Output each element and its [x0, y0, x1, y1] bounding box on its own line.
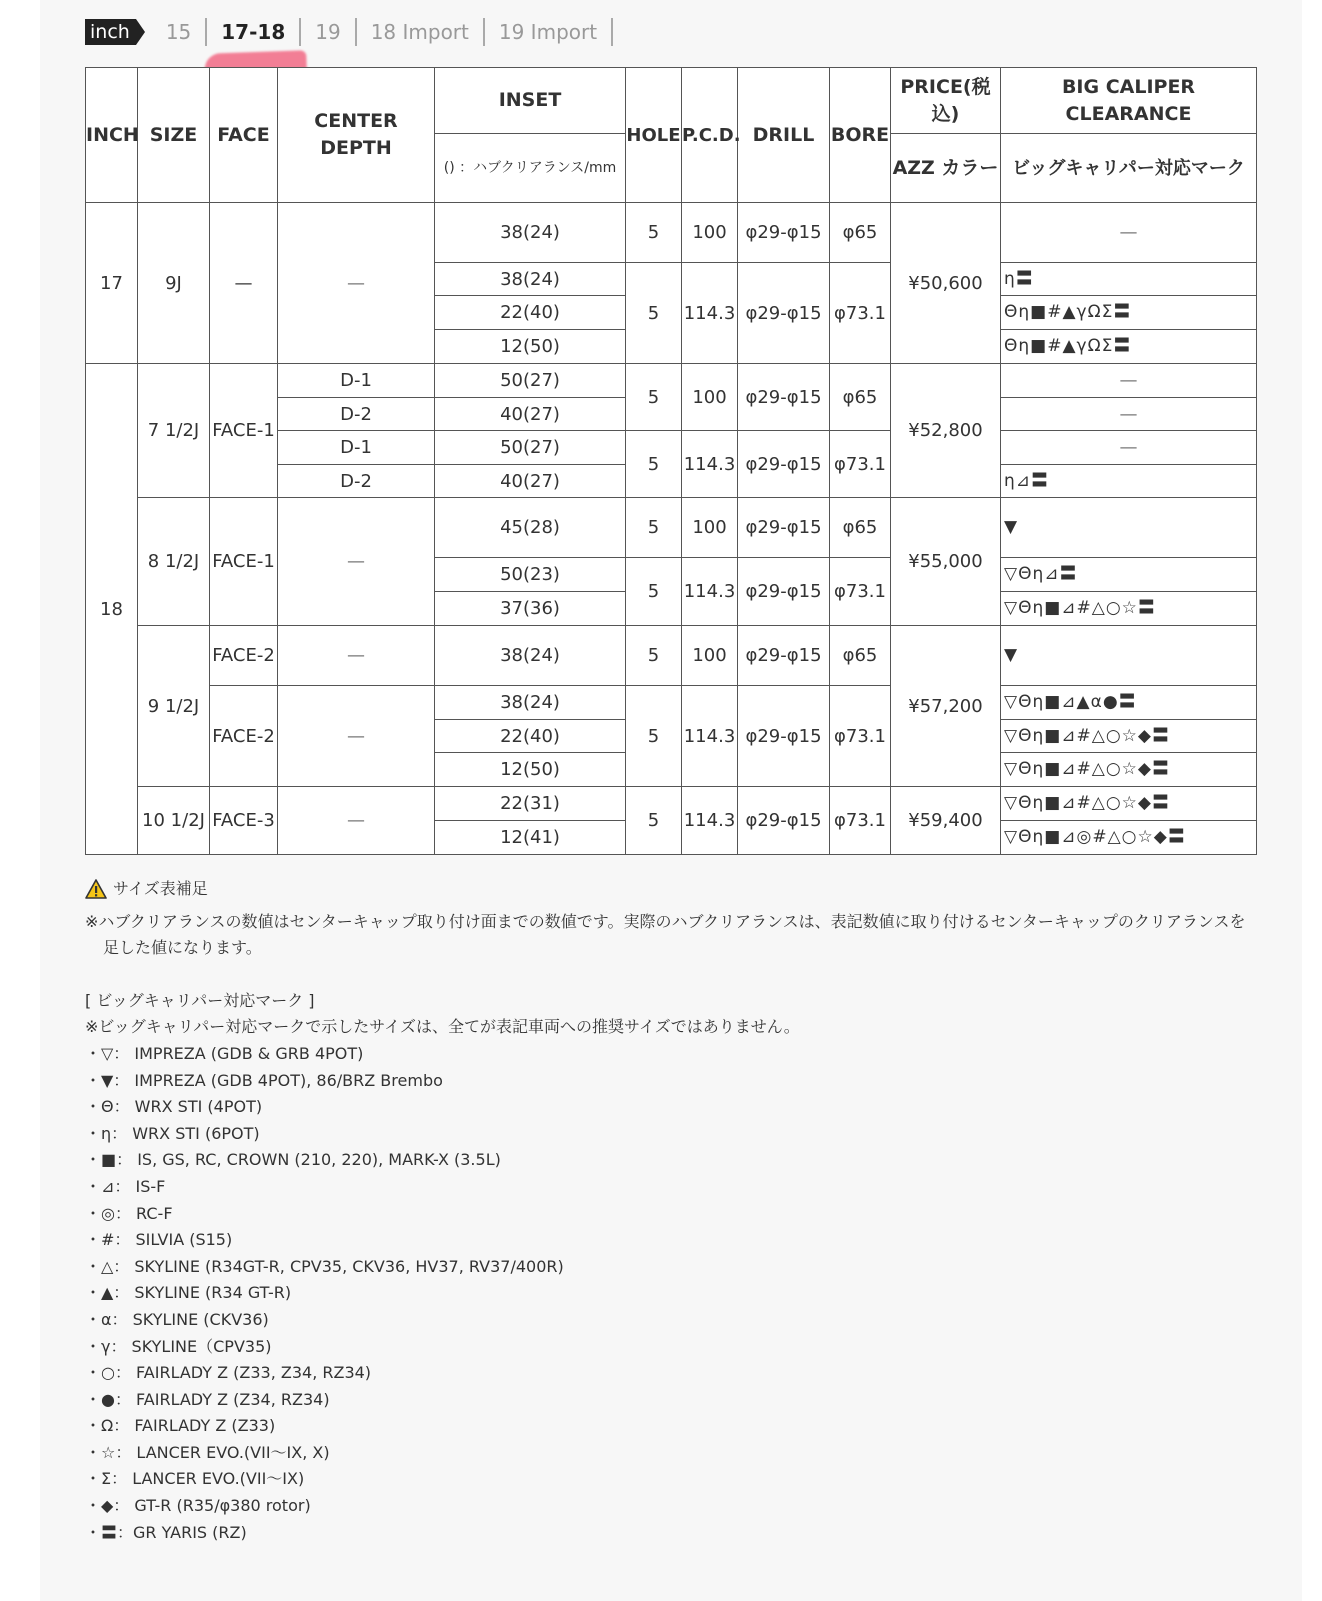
table-row [86, 787, 1257, 821]
cell-hole: 5 [626, 431, 682, 498]
list-item: ・▽： IMPREZA (GDB & GRB 4POT) [85, 1043, 364, 1063]
list-item: ・α： SKYLINE (CKV36) [85, 1309, 269, 1329]
cell-caliper-marks: — [1001, 398, 1257, 431]
header-center-depth: CENTER DEPTH [278, 68, 435, 203]
notes-heading [85, 876, 1256, 903]
size-notes [85, 876, 1256, 1546]
header-price-sub: AZZ カラー [891, 134, 1001, 203]
list-item: ・○： FAIRLADY Z (Z33, Z34, RZ34) [85, 1363, 372, 1383]
cell-drill: φ29-φ15 [738, 498, 830, 558]
cell-center-depth: D-2 [278, 465, 435, 498]
list-item: ・◆： GT-R (R35/φ380 rotor) [85, 1496, 311, 1516]
cell-caliper-marks: ▽Θη■⊿#△○☆◆〓 [1001, 720, 1257, 753]
cell-face: FACE-2 [210, 626, 278, 686]
cell-inset: 38(24) [435, 263, 626, 296]
cell-inset: 50(27) [435, 431, 626, 465]
cell-caliper-marks: ▽Θη■⊿#△○☆◆〓 [1001, 753, 1257, 787]
list-item: ・Σ： LANCER EVO.(VII〜IX) [85, 1469, 305, 1489]
list-item: ・△： SKYLINE (R34GT-R, CPV35, CKV36, HV37, RV37/400R) [85, 1256, 564, 1276]
cell-caliper-marks: ▽Θη■⊿#△○☆〓 [1001, 592, 1257, 626]
cell-inset: 22(40) [435, 296, 626, 330]
cell-inset: 37(36) [435, 592, 626, 626]
cell-inset: 50(27) [435, 364, 626, 398]
header-inset-note: () ：ハブクリアランス/mm [435, 134, 626, 203]
cell-pcd: 114.3 [682, 263, 738, 364]
cell-hole: 5 [626, 686, 682, 787]
cell-drill: φ29-φ15 [738, 626, 830, 686]
cell-drill: φ29-φ15 [738, 203, 830, 263]
cell-hole: 5 [626, 558, 682, 626]
cell-pcd: 100 [682, 364, 738, 431]
cell-inset: 38(24) [435, 626, 626, 686]
cell-caliper-marks: — [1001, 203, 1257, 263]
tab-15[interactable]: 15 [152, 18, 207, 46]
cell-bore: φ65 [830, 498, 891, 558]
cell-face: FACE-3 [210, 787, 278, 855]
list-item: ・Θ： WRX STI (4POT) [85, 1097, 263, 1117]
cell-hole: 5 [626, 364, 682, 431]
cell-pcd: 114.3 [682, 431, 738, 498]
cell-drill: φ29-φ15 [738, 263, 830, 364]
cell-caliper-marks: Θη■#▲γΩΣ〓 [1001, 296, 1257, 330]
inch-tabs [85, 18, 613, 46]
list-item: ・▼： IMPREZA (GDB 4POT), 86/BRZ Brembo [85, 1070, 443, 1090]
cell-inset: 38(24) [435, 686, 626, 720]
cell-caliper-marks: — [1001, 364, 1257, 398]
cell-price: ¥52,800 [891, 364, 1001, 498]
cell-inset: 45(28) [435, 498, 626, 558]
cell-center-depth: D-1 [278, 364, 435, 398]
cell-pcd: 114.3 [682, 558, 738, 626]
legend-list [85, 1041, 1256, 1546]
cell-face: FACE-1 [210, 498, 278, 626]
header-price: PRICE(税込) [891, 68, 1001, 134]
cell-center-depth: — [278, 626, 435, 686]
cell-size: 7 1/2J [138, 364, 210, 498]
cell-face: FACE-2 [210, 686, 278, 787]
table-row [86, 203, 1257, 263]
cell-center-depth: — [278, 498, 435, 626]
cell-inset: 22(31) [435, 787, 626, 821]
cell-inset: 50(23) [435, 558, 626, 592]
list-item: ・☆： LANCER EVO.(VII〜IX, X) [85, 1442, 330, 1462]
cell-drill: φ29-φ15 [738, 686, 830, 787]
cell-inset: 38(24) [435, 203, 626, 263]
cell-bore: φ73.1 [830, 431, 891, 498]
cell-caliper-marks: — [1001, 431, 1257, 465]
cell-pcd: 114.3 [682, 787, 738, 855]
cell-inset: 12(41) [435, 821, 626, 855]
list-item: ・⊿： IS-F [85, 1176, 166, 1196]
list-item: ・▲： SKYLINE (R34 GT-R) [85, 1283, 292, 1303]
tab-19-import[interactable]: 19 Import [485, 18, 613, 46]
cell-caliper-marks: Θη■#▲γΩΣ〓 [1001, 330, 1257, 364]
cell-inch: 17 [86, 203, 138, 364]
cell-inch: 18 [86, 364, 138, 855]
cell-pcd: 114.3 [682, 686, 738, 787]
header-caliper: BIG CALIPER CLEARANCE [1001, 68, 1257, 134]
cell-drill: φ29-φ15 [738, 364, 830, 431]
cell-center-depth: D-1 [278, 431, 435, 465]
list-item: ・Ω： FAIRLADY Z (Z33) [85, 1416, 276, 1436]
cell-inset: 40(27) [435, 465, 626, 498]
cell-bore: φ73.1 [830, 686, 891, 787]
list-item: ・γ： SKYLINE（CPV35) [85, 1336, 272, 1356]
header-inch: INCH [86, 68, 138, 203]
list-item: ・◎： RC-F [85, 1203, 173, 1223]
cell-center-depth: D-2 [278, 398, 435, 431]
cell-hole: 5 [626, 787, 682, 855]
cell-price: ¥50,600 [891, 203, 1001, 364]
cell-inset: 40(27) [435, 398, 626, 431]
cell-bore: φ73.1 [830, 558, 891, 626]
cell-inset: 12(50) [435, 330, 626, 364]
cell-pcd: 100 [682, 626, 738, 686]
cell-hole: 5 [626, 626, 682, 686]
tab-19[interactable]: 19 [301, 18, 356, 46]
cell-drill: φ29-φ15 [738, 431, 830, 498]
table-row [86, 686, 1257, 720]
cell-drill: φ29-φ15 [738, 787, 830, 855]
size-spec-table [85, 67, 1257, 855]
cell-price: ¥57,200 [891, 626, 1001, 787]
cell-price: ¥55,000 [891, 498, 1001, 626]
table-row [86, 498, 1257, 558]
cell-caliper-marks: ▼ [1001, 498, 1257, 558]
cell-hole: 5 [626, 203, 682, 263]
cell-pcd: 100 [682, 498, 738, 558]
inch-badge: inch [85, 19, 136, 45]
warning-icon [85, 879, 107, 899]
cell-caliper-marks: ▽Θη■⊿◎#△○☆◆〓 [1001, 821, 1257, 855]
cell-inset: 12(50) [435, 753, 626, 787]
tab-18-import[interactable]: 18 Import [357, 18, 485, 46]
list-item: ・η： WRX STI (6POT) [85, 1123, 260, 1143]
header-pcd: P.C.D. [682, 68, 738, 203]
legend-title: [ ビッグキャリパー対応マーク ] [85, 990, 315, 1010]
cell-face: FACE-1 [210, 364, 278, 498]
cell-bore: φ65 [830, 203, 891, 263]
cell-size: 9J [138, 203, 210, 364]
cell-caliper-marks: ▼ [1001, 626, 1257, 686]
tab-17-18[interactable]: 17-18 [207, 18, 301, 46]
table-row [86, 626, 1257, 686]
cell-bore: φ73.1 [830, 263, 891, 364]
list-item: ・〓：GR YARIS (RZ) [85, 1522, 247, 1542]
cell-hole: 5 [626, 263, 682, 364]
cell-pcd: 100 [682, 203, 738, 263]
header-drill: DRILL [738, 68, 830, 203]
cell-size: 9 1/2J [138, 626, 210, 787]
cell-price: ¥59,400 [891, 787, 1001, 855]
cell-size: 10 1/2J [138, 787, 210, 855]
cell-caliper-marks: η⊿〓 [1001, 465, 1257, 498]
hub-clearance-note: ※ハブクリアランスの数値はセンターキャップ取り付け面までの数値です。実際のハブクリアランスは、表記数値に取り付けるセンターキャップのクリアランスを足した値になります。 [85, 911, 1246, 958]
cell-face: — [210, 203, 278, 364]
list-item: ・#： SILVIA (S15) [85, 1230, 233, 1250]
header-face: FACE [210, 68, 278, 203]
cell-bore: φ65 [830, 626, 891, 686]
cell-center-depth: — [278, 686, 435, 787]
cell-caliper-marks: ▽Θη■⊿▲α●〓 [1001, 686, 1257, 720]
cell-caliper-marks: ▽Θη■⊿#△○☆◆〓 [1001, 787, 1257, 821]
list-item: ・■： IS, GS, RC, CROWN (210, 220), MARK-X (3.5L) [85, 1150, 501, 1170]
cell-size: 8 1/2J [138, 498, 210, 626]
header-inset: INSET [435, 68, 626, 134]
cell-caliper-marks: η〓 [1001, 263, 1257, 296]
cell-center-depth: — [278, 203, 435, 364]
cell-drill: φ29-φ15 [738, 558, 830, 626]
table-row [86, 364, 1257, 398]
cell-bore: φ65 [830, 364, 891, 431]
header-hole: HOLE [626, 68, 682, 203]
header-caliper-sub: ビッグキャリパー対応マーク [1001, 134, 1257, 203]
cell-hole: 5 [626, 498, 682, 558]
page-margin [1302, 0, 1322, 1601]
legend-note: ※ビッグキャリパー対応マークで示したサイズは、全てが表記車両への推奨サイズではありません。 [85, 1017, 800, 1037]
cell-inset: 22(40) [435, 720, 626, 753]
cell-caliper-marks: ▽Θη⊿〓 [1001, 558, 1257, 592]
header-bore: BORE [830, 68, 891, 203]
cell-center-depth: — [278, 787, 435, 855]
cell-bore: φ73.1 [830, 787, 891, 855]
list-item: ・●： FAIRLADY Z (Z34, RZ34) [85, 1389, 330, 1409]
header-size: SIZE [138, 68, 210, 203]
notes-title: サイズ表補足 [113, 879, 208, 898]
